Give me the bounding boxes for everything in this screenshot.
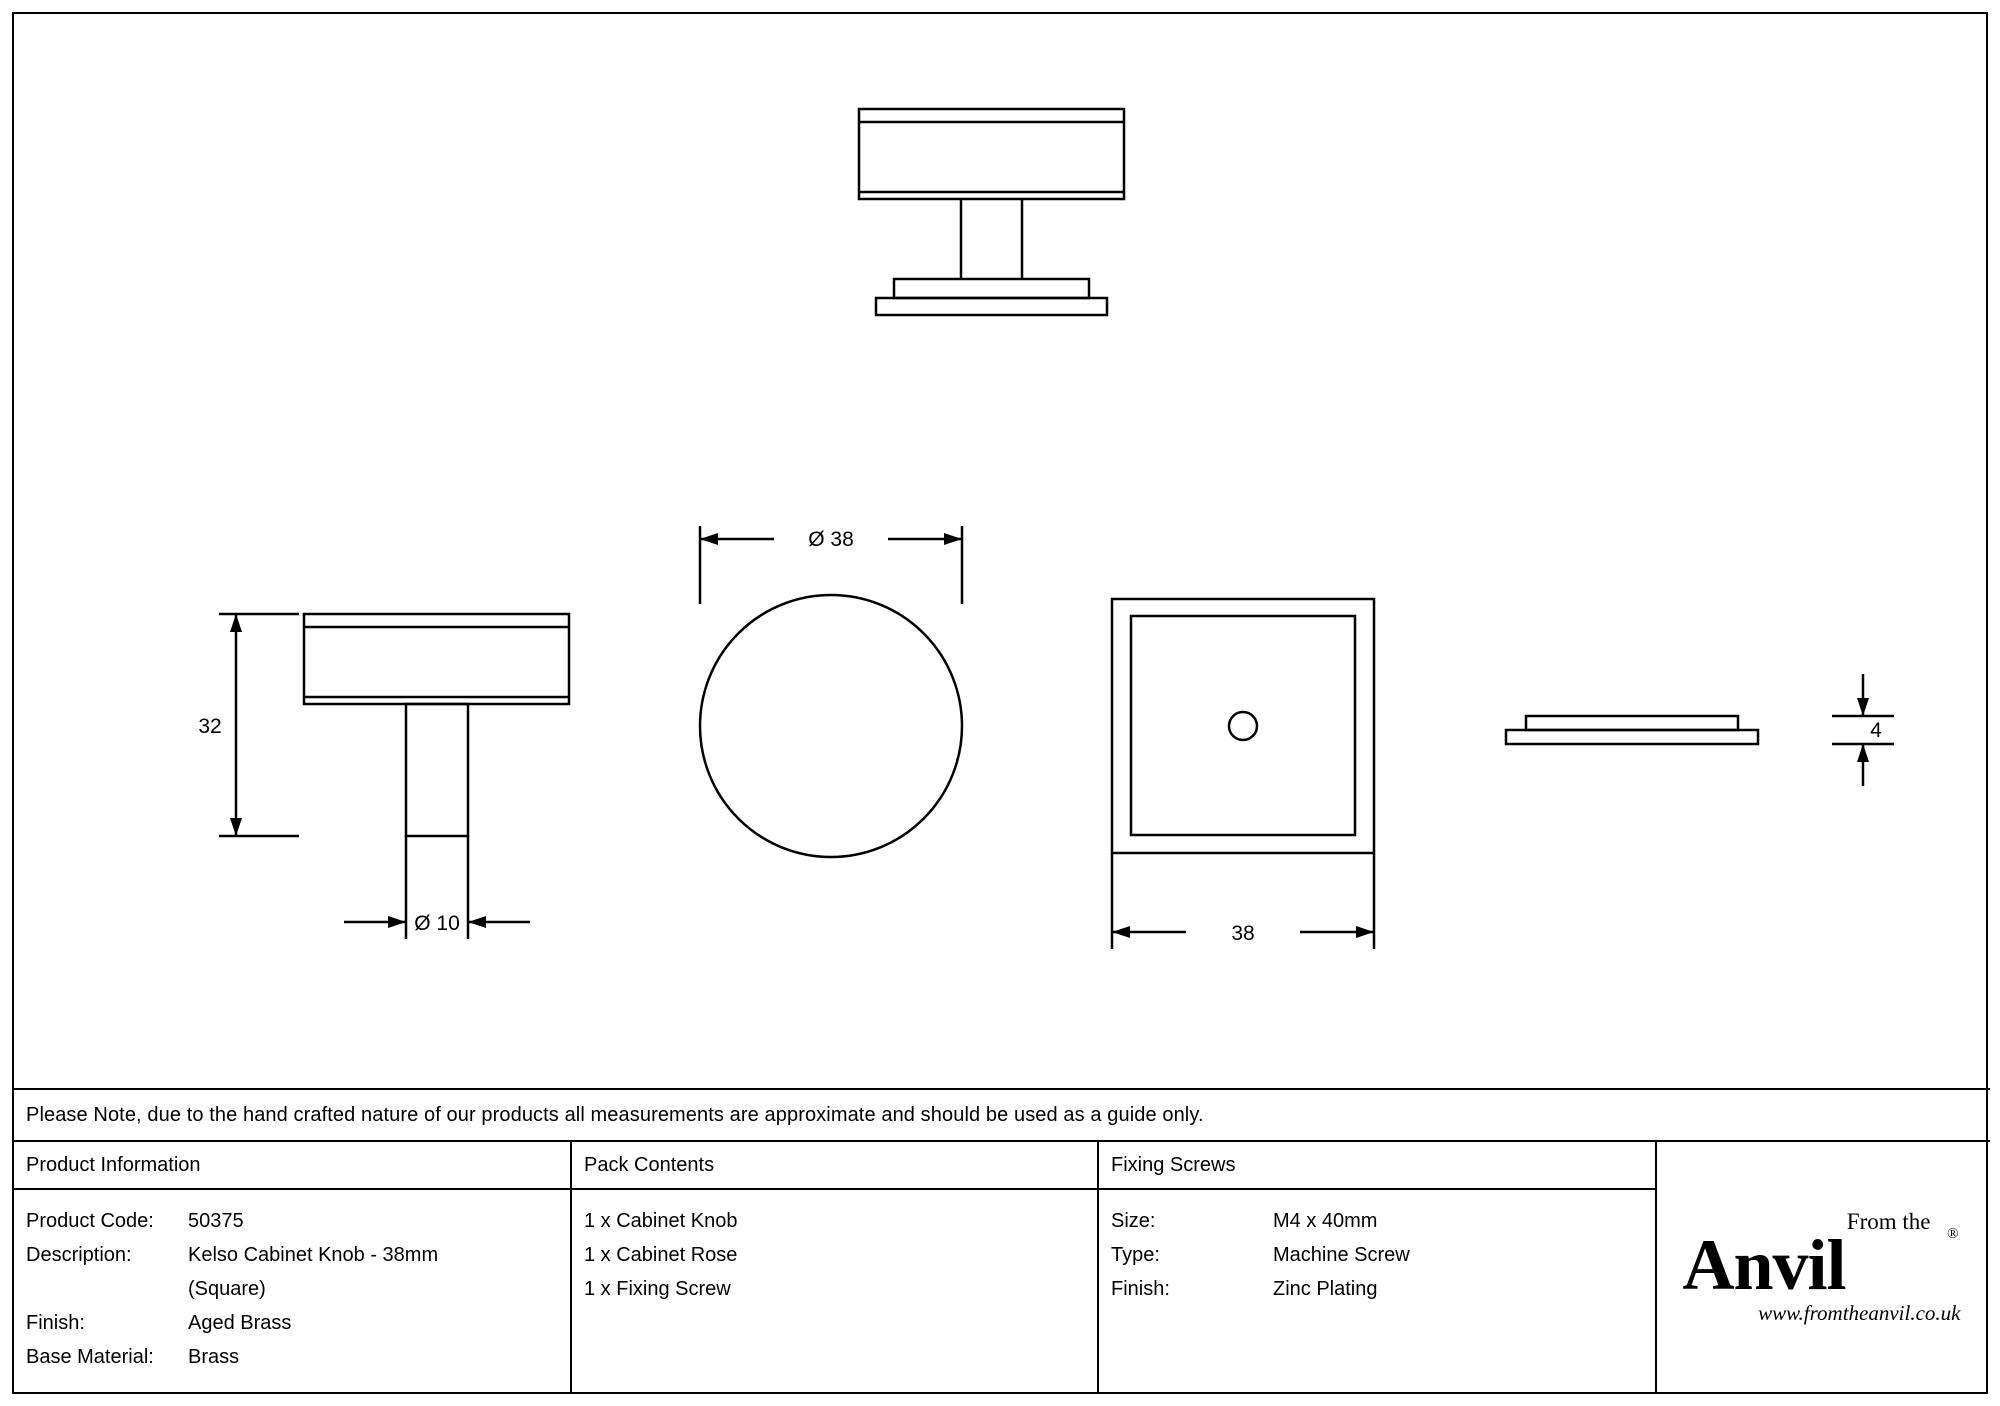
logo-website-url: www.fromtheanvil.co.uk [1758, 1301, 1961, 1326]
fixing-screws-header: Fixing Screws [1099, 1142, 1655, 1190]
description-value-continued: (Square) [188, 1278, 266, 1300]
brand-logo-cell [1657, 1142, 1986, 1394]
table-row [1111, 1204, 1655, 1238]
table-row [26, 1306, 570, 1340]
product-code-label: Product Code: [26, 1210, 154, 1232]
label-diameter-38: Ø 38 [808, 528, 854, 551]
screw-type-label: Type: [1111, 1244, 1160, 1266]
table-row [26, 1238, 570, 1272]
fixing-screws-body [1099, 1190, 1655, 1306]
list-item: 1 x Fixing Screw [584, 1278, 731, 1300]
screw-finish-value: Zinc Plating [1273, 1278, 1378, 1300]
product-code-value: 50375 [188, 1210, 244, 1232]
view-plan-square-rose [1112, 599, 1374, 853]
table-row [26, 1204, 570, 1238]
list-item: 1 x Cabinet Rose [584, 1244, 738, 1266]
pack-contents-column [572, 1142, 1099, 1394]
logo-brand-name [1682, 1224, 1961, 1305]
pack-contents-body [572, 1190, 1097, 1306]
dimension-height-32 [219, 614, 299, 836]
logo-brand-name-text: Anvil [1682, 1224, 1846, 1305]
base-material-value: Brass [188, 1346, 240, 1368]
label-rose-thickness-4: 4 [1870, 719, 1882, 742]
table-row [1111, 1272, 1655, 1306]
fixing-screws-column [1099, 1142, 1657, 1394]
view-rose-profile [1506, 716, 1758, 744]
product-drawings [14, 14, 1990, 1088]
disclaimer-text: Please Note, due to the hand crafted nature of our products all measurements are approximate and should be used as a guide only. [26, 1103, 1204, 1126]
sheet-border [12, 12, 1988, 1394]
description-label: Description: [26, 1244, 132, 1266]
table-row [1111, 1238, 1655, 1272]
finish-value: Aged Brass [188, 1312, 292, 1334]
screw-size-value: M4 x 40mm [1273, 1210, 1378, 1232]
finish-label: Finish: [26, 1312, 85, 1334]
screw-type-value: Machine Screw [1273, 1244, 1410, 1266]
dimension-rose-thickness-4 [1832, 674, 1894, 786]
information-table [14, 1140, 1990, 1394]
logo-top-text: From the [1846, 1208, 1931, 1234]
disclaimer-row [14, 1088, 1990, 1140]
product-information-column [14, 1142, 572, 1394]
drawing-area [14, 14, 1990, 1088]
view-plan-circle [700, 595, 962, 857]
list-item: 1 x Cabinet Knob [584, 1210, 738, 1232]
screw-size-label: Size: [1111, 1210, 1156, 1232]
view-side-elevation [304, 614, 569, 836]
pack-contents-header: Pack Contents [572, 1142, 1097, 1190]
product-information-body [14, 1190, 570, 1374]
base-material-label: Base Material: [26, 1346, 154, 1368]
description-value: Kelso Cabinet Knob - 38mm [188, 1244, 439, 1266]
view-top-elevation [859, 109, 1124, 315]
label-stem-diameter: Ø 10 [414, 912, 460, 935]
registered-trademark-icon: ® [1947, 1225, 1959, 1242]
label-rose-width-38: 38 [1231, 922, 1255, 945]
table-row [26, 1340, 570, 1374]
product-information-header: Product Information [14, 1142, 570, 1190]
brand-logo [1657, 1142, 1986, 1394]
screw-finish-label: Finish: [1111, 1278, 1170, 1300]
label-height-32: 32 [198, 715, 222, 738]
